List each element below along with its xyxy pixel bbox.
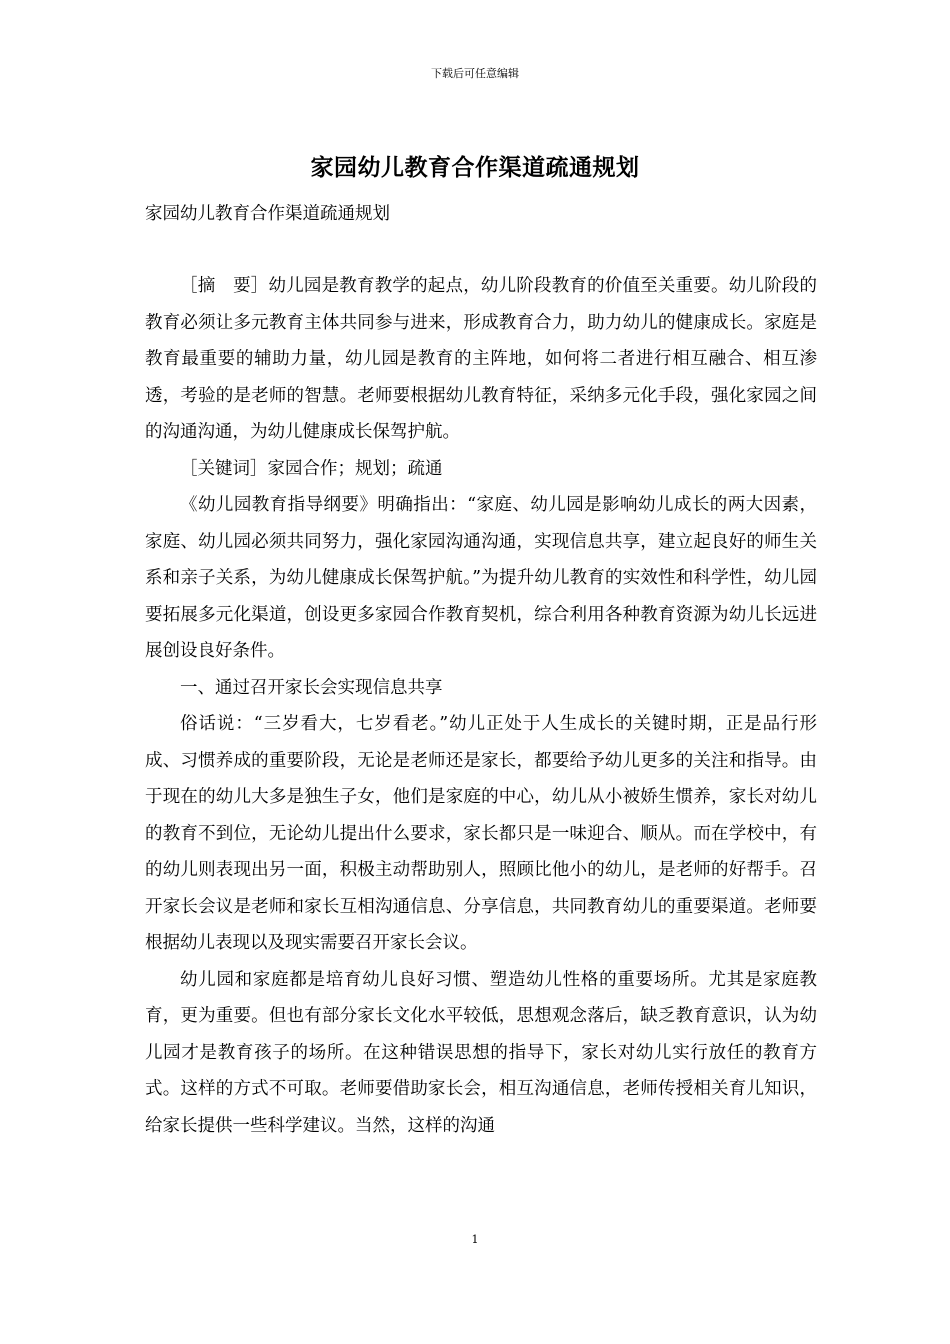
paragraph-abstract: ［摘 要］幼儿园是教育教学的起点，幼儿阶段教育的价值至关重要。幼儿阶段的教育必须让多元教育主体共同参与进来，形成教育合力，助力幼儿的健康成长。家庭是教育最重要的辅助力量，幼儿园是教育的主阵地，如何将二者进行相互融合、相互渗透，考验的是老师的智慧。老师要根据幼儿教育特征，采纳多元化手段，强化家园之间的沟通沟通，为幼儿健康成长保驾护航。 xyxy=(145,276,817,442)
page-number: 1 xyxy=(471,1233,479,1246)
document-body xyxy=(145,268,817,1144)
page-header: 下载后可任意编辑 xyxy=(431,67,519,80)
document-title: 家园幼儿教育合作渠道疏通规划 xyxy=(310,154,640,181)
paragraph-body: 俗话说：“三岁看大，七岁看老。”幼儿正处于人生成长的关键时期，正是品行形成、习惯养成的重要阶段，无论是老师还是家长，都要给予幼儿更多的关注和指导。由于现在的幼儿大多是独生子女，他们是家庭的中心，幼儿从小被娇生惯养，家长对幼儿的教育不到位，无论幼儿提出什么要求，家长都只是一味迎合、顺从。而在学校中，有的幼儿则表现出另一面，积极主动帮助别人，照顾比他小的幼儿，是老师的好帮手。召开家长会议是老师和家长互相沟通信息、分享信息，共同教育幼儿的重要渠道。老师要根据幼儿表现以及现实需要召开家长会议。 xyxy=(145,714,817,953)
paragraph-intro: 《幼儿园教育指导纲要》明确指出：“家庭、幼儿园是影响幼儿成长的两大因素，家庭、幼儿园必须共同努力，强化家园沟通沟通，实现信息共享，建立起良好的师生关系和亲子关系，为幼儿健康成长保驾护航。”为提升幼儿教育的实效性和科学性，幼儿园要拓展多元化渠道，创设更多家园合作教育契机，综合利用各种教育资源为幼儿长远进展创设良好条件。 xyxy=(145,495,817,661)
paragraph-body: 幼儿园和家庭都是培育幼儿良好习惯、塑造幼儿性格的重要场所。尤其是家庭教育，更为重要。但也有部分家长文化水平较低，思想观念落后，缺乏教育意识，认为幼儿园才是教育孩子的场所。在这种错误思想的指导下，家长对幼儿实行放任的教育方式。这样的方式不可取。老师要借助家长会，相互沟通信息，老师传授相关育儿知识，给家长提供一些科学建议。当然，这样的沟通 xyxy=(145,969,817,1136)
section-heading-1: 一、通过召开家长会实现信息共享 xyxy=(180,677,443,698)
paragraph-keywords: ［关键词］家园合作；规划；疏通 xyxy=(180,458,443,479)
document-subtitle: 家园幼儿教育合作渠道疏通规划 xyxy=(145,204,390,224)
